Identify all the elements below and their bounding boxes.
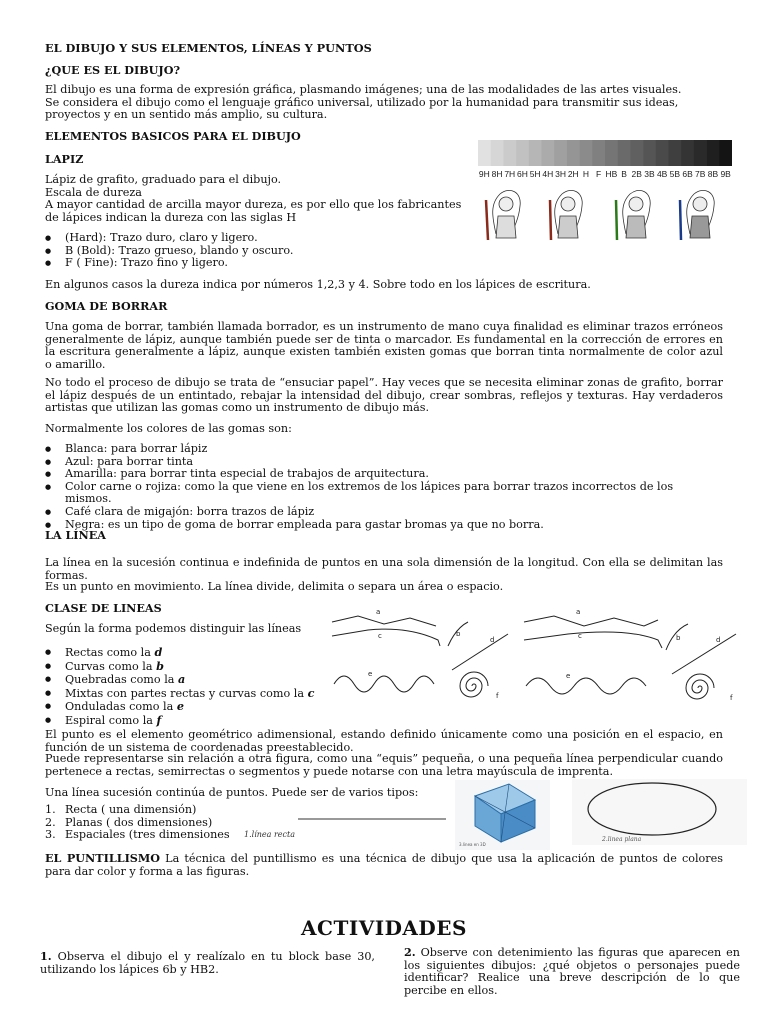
paragraph-line: A mayor cantidad de arcilla mayor dureza, es por ello que los fabricantes de lápices indican la dureza con las siglas H: [45, 198, 462, 224]
list-item: ● Café clara de migajón: borra trazos de lápiz: [45, 506, 723, 519]
list-item: ● B (Bold): Trazo grueso, blando y oscuro.: [45, 245, 470, 258]
line-a-quebrada: [332, 616, 436, 626]
scale-swatch: [719, 140, 732, 166]
list-item: ● Azul: para borrar tinta: [45, 456, 723, 469]
scale-label: 4H: [542, 169, 554, 179]
scale-swatch: [605, 140, 618, 166]
scale-label: 5H: [529, 169, 541, 179]
puntillismo-heading: EL PUNTILLISMO: [45, 851, 161, 865]
straight-line-illustration: [240, 812, 448, 842]
fig-caption-3d: 3.linea en 3D: [459, 842, 486, 847]
scale-label: 4B: [656, 169, 668, 179]
activity-2: 2. Observe con detenimiento las figuras que aparecen en los siguientes dibujos: ¿qué objetos o personajes puede identificar? Realice una breve descripción de lo que percibe en ellos.: [404, 945, 740, 997]
scale-label: B: [621, 169, 627, 179]
list-item: 2. Planas ( dos dimensiones): [45, 815, 213, 829]
scale-swatch: [529, 140, 542, 166]
line-e-ondulada: [526, 678, 646, 694]
list-item: ● F ( Fine): Trazo fino y ligero.: [45, 257, 470, 270]
scale-swatch: [491, 140, 504, 166]
list-item: ● Espiral como la f: [45, 714, 325, 728]
line-d-recta: [452, 634, 508, 670]
section-heading-elementos: ELEMENTOS BASICOS PARA EL DIBUJO: [45, 129, 301, 143]
scale-label: F: [596, 169, 602, 179]
fig-caption-plana: 2.linea plana: [602, 836, 642, 843]
paragraph-line: El dibujo es una forma de expresión gráfica, plasmando imágenes; una de las modalidades de las artes visuales.: [45, 83, 682, 96]
plane-line-illustration: [572, 779, 747, 845]
fig-label-f: f: [496, 692, 499, 700]
scale-label: 6B: [682, 169, 693, 179]
line-dimensions-list: [45, 804, 265, 842]
scale-label: HB: [605, 169, 618, 179]
scale-swatch: [681, 140, 694, 166]
list-item: ● Rectas como la d: [45, 646, 325, 660]
scale-swatch: [580, 140, 593, 166]
scale-swatch: [516, 140, 529, 166]
pencil-sketch-figure: [550, 190, 582, 240]
line-e-ondulada: [334, 676, 434, 692]
scale-swatch: [669, 140, 682, 166]
fig-label-c: c: [578, 632, 582, 640]
line-f-espiral: [460, 672, 488, 697]
eraser-colors-list: [45, 443, 723, 531]
activity-1: 1. Observa el dibujo el y realízalo en tu block base 30, utilizando los lápices 6b y HB2.: [40, 949, 375, 976]
scale-label: 3B: [644, 169, 655, 179]
line-d-recta: [672, 634, 736, 674]
scale-label: 7H: [504, 169, 516, 179]
list-item: ● Amarilla: para borrar tinta especial de trabajos de arquitectura.: [45, 468, 723, 481]
pencil-drawings-illustration: [478, 186, 732, 244]
fig-label-b: b: [676, 634, 681, 642]
paragraph-puntillismo: EL PUNTILLISMO La técnica del puntillismo es una técnica de dibujo que usa la aplicación de puntos de colores para dar color y forma a las figuras.: [45, 851, 723, 878]
list-item: ● Onduladas como la e: [45, 700, 325, 714]
section-heading-linea: LA LÍNEA: [45, 528, 106, 542]
list-item: ● Mixtas con partes rectas y curvas como la c: [45, 687, 325, 701]
scale-label: 3H: [555, 169, 566, 179]
scale-swatch: [478, 140, 491, 166]
pencil-sketch-figure: [616, 190, 650, 240]
cube-3d-illustration: [455, 780, 550, 850]
scale-label: 7B: [695, 169, 706, 179]
paragraph-lapiz: [45, 174, 470, 224]
fig-label-a: a: [576, 608, 581, 616]
list-item: 1. Recta ( una dimensión): [45, 803, 197, 816]
fig-label-d: d: [490, 636, 495, 644]
scale-label: 2H: [567, 169, 579, 179]
paragraph-linea-1: La línea en la sucesión continua e indefinida de puntos en una sola dimensión de la longitud. Con ella se delimitan las formas.: [45, 556, 723, 582]
fig-label-c: c: [378, 632, 382, 640]
scale-label: H: [582, 169, 590, 179]
scale-label: 8B: [707, 169, 719, 179]
line-a-quebrada: [524, 616, 658, 626]
list-item: ● (Hard): Trazo duro, claro y ligero.: [45, 232, 470, 245]
fig-label-d: d: [716, 636, 721, 644]
fig-label-e: e: [566, 672, 571, 680]
pencil-hardness-scale: [478, 140, 732, 182]
section-heading-lapiz: LAPIZ: [45, 152, 84, 166]
scale-swatch: [694, 140, 707, 166]
paragraph-punto-3: Una línea sucesión continúa de puntos. Puede ser de varios tipos:: [45, 786, 419, 799]
paragraph-goma-3: Normalmente los colores de las gomas son:: [45, 422, 292, 435]
scale-swatch: [643, 140, 656, 166]
fig-label-f: f: [730, 694, 733, 702]
line-f-espiral: [686, 674, 714, 699]
section-heading-clase: CLASE DE LINEAS: [45, 601, 162, 615]
paragraph-linea-2: Es un punto en movimiento. La línea divide, delimita o separa un área o espacio.: [45, 580, 504, 593]
scale-swatch: [656, 140, 669, 166]
document-title: EL DIBUJO Y SUS ELEMENTOS, LÍNEAS Y PUNTOS: [45, 41, 372, 55]
line-types-list: [45, 646, 325, 728]
line-c-mixta: [332, 629, 440, 646]
scale-label: 6H: [517, 169, 528, 179]
scale-swatch: [567, 140, 580, 166]
scale-label: 9H: [478, 169, 490, 179]
fig-caption-recta: 1.línea recta: [244, 830, 295, 839]
section-heading-que-es: ¿QUE ES EL DIBUJO?: [45, 63, 181, 77]
scale-label: 2B: [631, 169, 642, 179]
line-c-mixta: [524, 632, 662, 648]
scale-swatch: [707, 140, 720, 166]
list-item: ● Negra: es un tipo de goma de borrar empleada para gastar bromas ya que no borra.: [45, 519, 723, 532]
paragraph-goma-2: No todo el proceso de dibujo se trata de “ensuciar papel”. Hay veces que se necesita eliminar zonas de grafito, borrar el lápiz después de un entintado, rebajar la intensidad del dibujo, crear sombras, reflejos y texturas. Hay verdaderos artistas que utilizan las gomas como un instrumento de dibujo más.: [45, 376, 723, 415]
scale-label: 9B: [720, 169, 731, 179]
scale-label: 5B: [669, 169, 681, 179]
paragraph-goma-1: Una goma de borrar, también llamada borrador, es un instrumento de mano cuya finalidad es eliminar trazos erróneos generalmente de lápiz, aunque también puede ser de tinta o marcador. Es fundamental en la corrección de errores en la escritura generalmente a lápiz, aunque existen también existen gomas que borran tinta normalmente de color azul o amarillo.: [45, 320, 723, 371]
fig-label-e: e: [368, 670, 373, 678]
hardness-list: [45, 232, 470, 270]
scale-swatch: [554, 140, 567, 166]
list-item: ● Quebradas como la a: [45, 673, 325, 687]
fig-label-b: b: [456, 630, 461, 638]
activities-title: ACTIVIDADES: [301, 916, 467, 940]
list-item: 3. Espaciales (tres dimensiones: [45, 828, 230, 842]
list-item: ● Color carne o rojiza: como la que viene en los extremos de los lápices para borrar trazos incorrectos de los mismos.: [45, 481, 723, 506]
paragraph-dureza-note: En algunos casos la dureza indica por números 1,2,3 y 4. Sobre todo en los lápices de escritura.: [45, 278, 591, 291]
paragraph-line: Lápiz de grafito, graduado para el dibujo.: [45, 173, 282, 186]
paragraph-que-es: [45, 84, 723, 122]
section-heading-goma: GOMA DE BORRAR: [45, 299, 168, 313]
pencil-sketch-figure: [680, 190, 714, 240]
paragraph-line: Escala de dureza: [45, 185, 142, 199]
scale-swatch: [618, 140, 631, 166]
pencil-sketch-figure: [486, 190, 520, 240]
list-item: ● Blanca: para borrar lápiz: [45, 443, 723, 456]
scale-swatch: [542, 140, 555, 166]
scale-label: 8H: [491, 169, 503, 179]
paragraph-line: Se considera el dibujo como el lenguaje gráfico universal, utilizado por la humanidad para transmitir sus ideas, proyectos y en un sentido más amplio, su cultura.: [45, 95, 679, 122]
paragraph-punto-1: El punto es el elemento geométrico adimensional, estando definido únicamente como una posición en el espacio, en función de un sistema de coordenadas preestablecido.: [45, 728, 723, 754]
paragraph-punto-2: Puede representarse sin relación a otra figura, como una “equis” pequeña, o una pequeña línea perpendicular cuando pertenece a rectas, semirrectas o segmentos y puede notarse con una letra mayúscula de imprenta.: [45, 752, 723, 778]
scale-swatch: [503, 140, 516, 166]
line-types-illustration: [328, 606, 746, 704]
list-item: ● Curvas como la b: [45, 660, 325, 674]
scale-swatch: [592, 140, 605, 166]
scale-swatch: [630, 140, 643, 166]
fig-label-a: a: [376, 608, 381, 616]
paragraph-clase-intro: Según la forma podemos distinguir las líneas: [45, 622, 302, 635]
